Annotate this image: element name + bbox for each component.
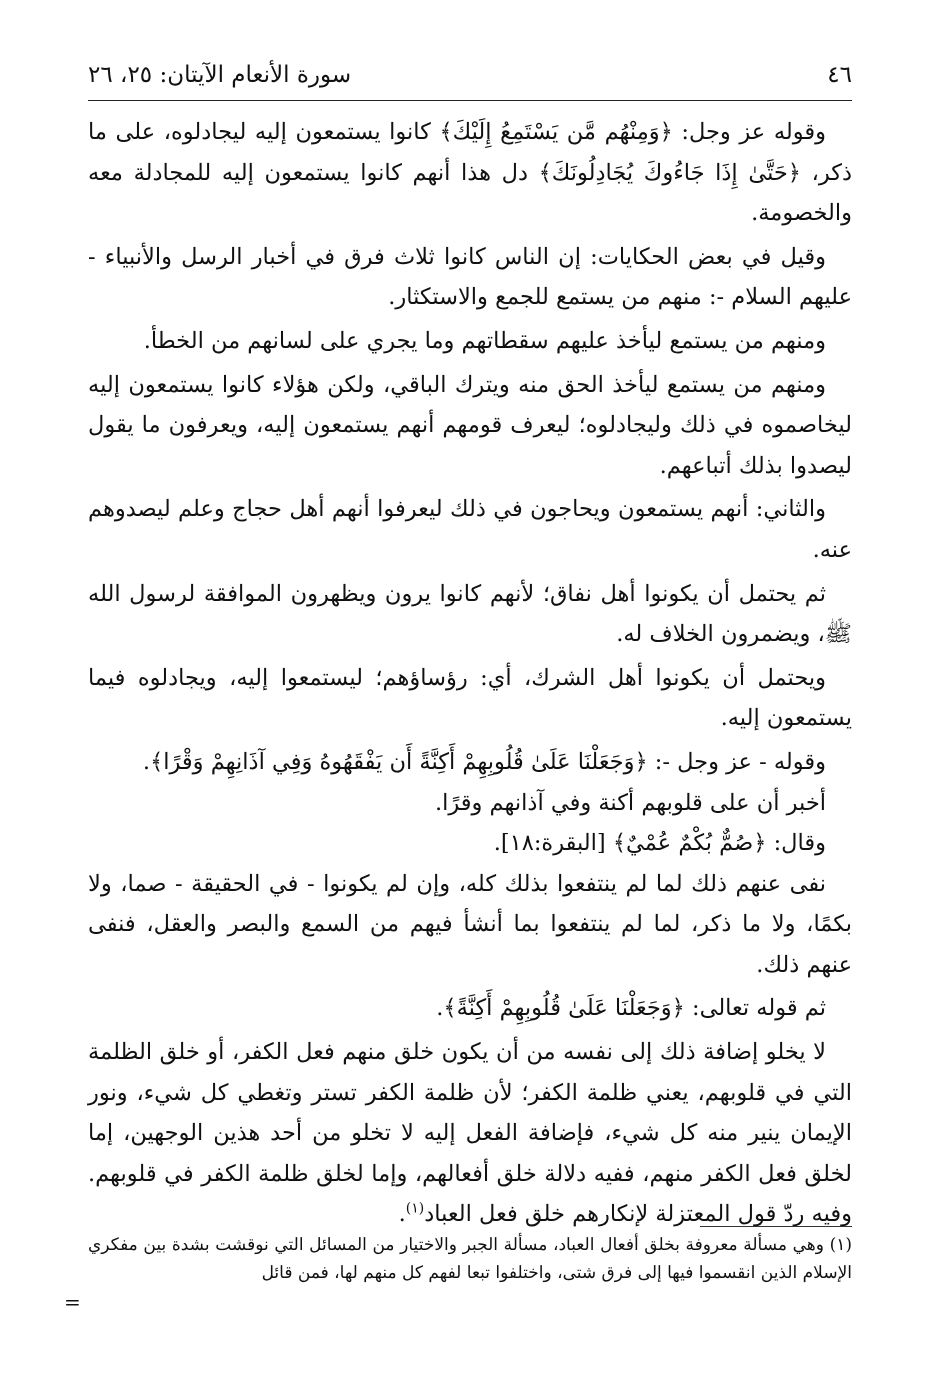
paragraph: وقوله عز وجل: ﴿وَمِنْهُم مَّن يَسْتَمِعُ إِلَيْكَ﴾ كانوا يستمعون إليه ليجادلوه، على ما ذكر، ﴿حَتَّىٰ إِذَا جَاءُوكَ يُجَادِلُونَكَ﴾ دل هذا أنهم كانوا يستمعون إليه للمجادلة معه والخصومة. (88, 119, 852, 227)
paragraph: نفى عنهم ذلك لما لم ينتفعوا بذلك كله، وإن لم يكونوا - في الحقيقة - صما، ولا بكمًا، ولا ما ذكر، لما لم ينتفعوا بما أنشأ فيهم من السمع والبصر والعقل، فنفى عنهم ذلك. (88, 870, 852, 978)
main-text (88, 112, 852, 1238)
footnote-reference[interactable]: (١) (405, 1200, 425, 1217)
paragraph: ويحتمل أن يكونوا أهل الشرك، أي: رؤساؤهم؛ ليستمعوا إليه، ويجادلوه فيما يستمعون إليه. (88, 664, 852, 732)
paragraph-text: لا يخلو إضافة ذلك إلى نفسه من أن يكون خلق منهم فعل الكفر، أو خلق الظلمة التي في قلوبهم، يعني ظلمة الكفر؛ لأن ظلمة الكفر تستر وتغطي كل شيء، ونور الإيمان ينير منه كل شيء، فإضافة الفعل إليه لا تخلو من أحد هذين الوجهين، إما لخلق فعل الكفر منهم، ففيه دلالة خلق أفعالهم، وإما لخلق ظلمة الكفر في قلوبهم. وفيه ردّ قول المعتزلة لإنكارهم خلق فعل العباد (88, 1039, 852, 1228)
indented-line: أخبر أن على قلوبهم أكنة وفي آذانهم وقرًا. (434, 789, 826, 816)
footnote-rule (700, 1226, 852, 1227)
paragraph: ومنهم من يستمع ليأخذ عليهم سقطاتهم وما يجري على لسانهم من الخطأ. (143, 327, 826, 354)
page-number: ٤٦ (827, 62, 852, 88)
paragraph: والثاني: أنهم يستمعون ويحاجون في ذلك ليعرفوا أنهم أهل حجاج وعلم ليصدوهم عنه. (88, 496, 852, 563)
paragraph: ومنهم من يستمع ليأخذ الحق منه ويترك الباقي، ولكن هؤلاء كانوا يستمعون إليه ليخاصموه في ذلك وليجادلوه؛ ليعرف قومهم أنهم يستمعون إليه، ويعرفون ما يقول ليصدوا بذلك أتباعهم. (88, 371, 852, 479)
indented-line: وقوله - عز وجل -: ﴿وَجَعَلْنَا عَلَىٰ قُلُوبِهِمْ أَكِنَّةً أَن يَفْقَهُوهُ وَفِي آذَانِهِمْ وَقْرًا﴾. (142, 748, 826, 775)
running-title: سورة الأنعام الآيتان: ٢٥، ٢٦ (88, 62, 352, 88)
indented-line: وقال: ﴿صُمٌّ بُكْمٌ عُمْيٌ﴾ [البقرة:١٨]. (493, 830, 826, 857)
footnote-text: (١) وهي مسألة معروفة بخلق أفعال العباد، مسألة الجبر والاختيار من المسائل التي نوقشت بشدة بين مفكري الإسلام الذين انقسموا فيها إلى فرق شتى، واختلفوا تبعا لفهم كل منهم لها، فمن قائل (88, 1235, 852, 1283)
paragraph: وقيل في بعض الحكايات: إن الناس كانوا ثلاث فرق في أخبار الرسل والأنبياء - عليهم السلام -: منهم من يستمع للجمع والاستكثار. (88, 243, 852, 311)
page-header (88, 58, 852, 98)
paragraph: ثم قوله تعالى: ﴿وَجَعَلْنَا عَلَىٰ قُلُوبِهِمْ أَكِنَّةً﴾. (436, 995, 826, 1022)
footnotes (88, 1232, 852, 1287)
paragraph: ثم يحتمل أن يكونوا أهل نفاق؛ لأنهم كانوا يرون ويظهرون الموافقة لرسول الله ﷺ، ويضمرون الخلاف له. (88, 580, 852, 648)
continuation-mark: = (64, 1290, 81, 1314)
header-rule (88, 100, 852, 101)
paragraph-with-footnote (88, 1032, 852, 1235)
paragraph-end: . (398, 1201, 406, 1228)
